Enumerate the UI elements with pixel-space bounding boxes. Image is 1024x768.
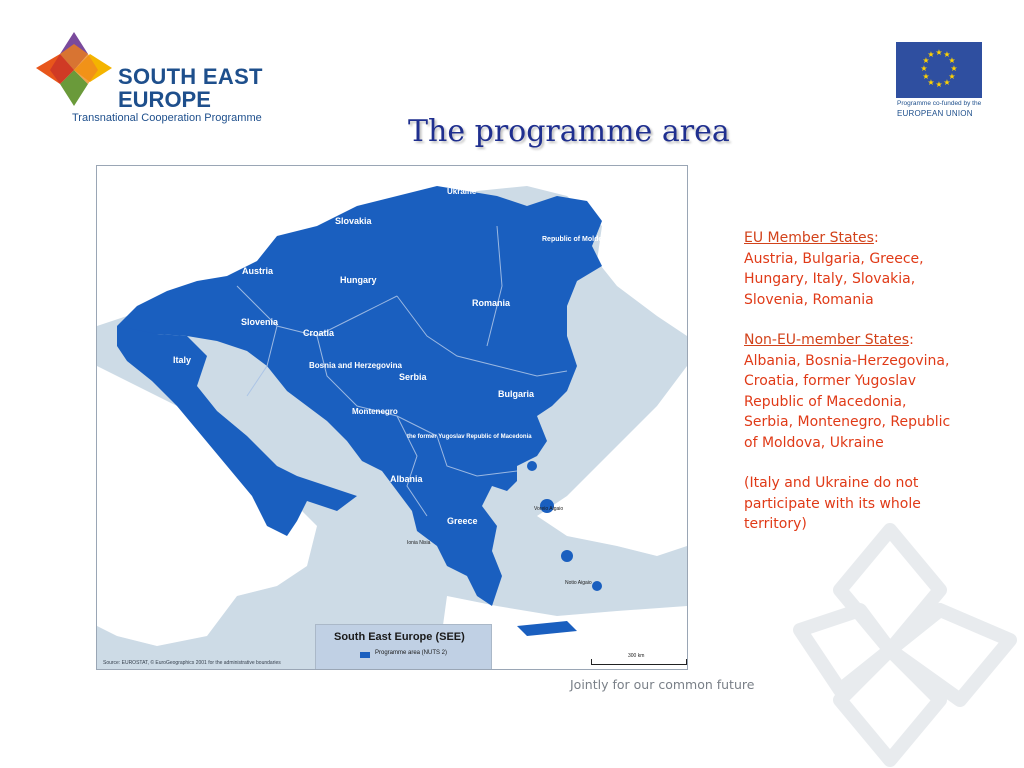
- eu-members-line: Austria, Bulgaria, Greece,: [744, 250, 924, 267]
- eu-caption-large: EUROPEAN UNION: [897, 109, 973, 118]
- eu-members-colon: :: [873, 230, 879, 246]
- footer-slogan: Jointly for our common future: [570, 677, 755, 692]
- svg-text:★: ★: [943, 78, 951, 87]
- map-label-voreio-aigaio: Voreio Aigaio: [534, 506, 564, 512]
- noneu-members-line: Republic of Macedonia,: [744, 393, 907, 410]
- scale-bar: [591, 660, 687, 665]
- legend-title: South East Europe (SEE): [334, 631, 465, 643]
- map-label-ukraine: Ukraine: [447, 187, 477, 196]
- flower-logo-icon: [36, 30, 116, 108]
- member-states-panel: [744, 228, 974, 535]
- svg-text:★: ★: [950, 64, 958, 73]
- map-label-albania: Albania: [390, 474, 423, 484]
- svg-text:★: ★: [948, 56, 956, 65]
- map-label-moldova: Republic of Moldova: [542, 236, 611, 243]
- map-label-slovakia: Slovakia: [335, 216, 372, 226]
- map-label-austria: Austria: [242, 266, 274, 276]
- svg-text:★: ★: [935, 48, 943, 57]
- logo-title-line1: SOUTH EAST: [118, 64, 263, 89]
- svg-text:★: ★: [948, 72, 956, 81]
- map-label-bulgaria: Bulgaria: [498, 389, 535, 399]
- map-label-notio-aigaio: Notio Aigaio: [565, 580, 592, 586]
- note-line: participate with its whole: [744, 495, 921, 512]
- map-source-note: Source: EUROSTAT, © EuroGeographics 2001 for the administrative boundaries: [103, 660, 281, 666]
- note-line: (Italy and Ukraine do not: [744, 475, 919, 491]
- eu-flag-icon: [896, 42, 982, 98]
- map-label-serbia: Serbia: [399, 372, 427, 382]
- slide-title: The programme area: [408, 114, 730, 149]
- map-label-croatia: Croatia: [303, 328, 335, 338]
- noneu-members-line: Albania, Bosnia-Herzegovina,: [744, 352, 950, 369]
- map-label-ionia-nisia: Ionia Nisia: [407, 540, 431, 546]
- map-label-macedonia: the former Yugoslav Republic of Macedonia: [407, 434, 532, 440]
- noneu-members-colon: :: [909, 332, 914, 348]
- note-line: territory): [744, 516, 807, 532]
- noneu-members-line: of Moldova, Ukraine: [744, 434, 884, 451]
- svg-text:★: ★: [943, 50, 951, 59]
- svg-text:★: ★: [927, 78, 935, 87]
- map-label-italy: Italy: [173, 355, 192, 365]
- svg-text:★: ★: [922, 72, 930, 81]
- eu-members-line: Hungary, Italy, Slovakia,: [744, 271, 916, 287]
- map-legend: [315, 624, 492, 670]
- noneu-members-line: Croatia, former Yugoslav: [744, 373, 917, 389]
- map-label-montenegro: Montenegro: [352, 407, 398, 416]
- scale-label: 300 km: [628, 653, 645, 659]
- programme-logo: [36, 30, 276, 125]
- legend-swatch: [360, 652, 370, 658]
- eu-caption-small: Programme co-funded by the: [897, 100, 982, 107]
- svg-text:★: ★: [927, 50, 935, 59]
- programme-area-map: [96, 165, 688, 670]
- map-label-greece: Greece: [447, 516, 478, 526]
- eu-members-heading: [744, 228, 974, 249]
- noneu-members-heading: [744, 330, 974, 351]
- map-label-hungary: Hungary: [340, 275, 377, 285]
- noneu-members-header: Non-EU-member States: [744, 332, 910, 348]
- legend-item-label: Programme area (NUTS 2): [375, 650, 448, 656]
- map-label-bosnia: Bosnia and Herzegovina: [309, 361, 402, 370]
- eu-members-header: EU Member States: [744, 230, 874, 246]
- eu-members-line: Slovenia, Romania: [744, 291, 874, 308]
- watermark-flower-icon: [740, 500, 1024, 768]
- logo-title-line2: EUROPE: [118, 87, 211, 112]
- noneu-members-line: Serbia, Montenegro, Republic: [744, 414, 951, 430]
- map-label-romania: Romania: [472, 298, 511, 308]
- svg-text:★: ★: [935, 80, 943, 89]
- map-label-slovenia: Slovenia: [241, 317, 279, 327]
- svg-text:★: ★: [922, 56, 930, 65]
- map-graphic: [97, 166, 687, 669]
- eu-emblem: [896, 42, 986, 122]
- svg-text:★: ★: [920, 64, 928, 73]
- logo-subtitle: Transnational Cooperation Programme: [72, 112, 262, 124]
